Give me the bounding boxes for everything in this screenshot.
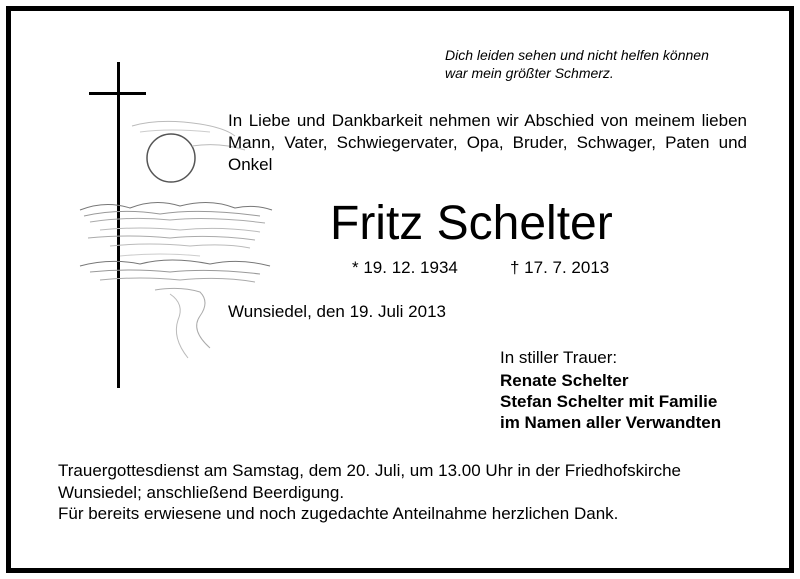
- mourner-name: Renate Schelter: [500, 371, 629, 390]
- memorial-artwork: [60, 58, 280, 390]
- quote: [445, 46, 765, 82]
- mourners-list: [500, 370, 770, 433]
- thanks-text: Für bereits erwiesene und noch zugedachte Anteilnahme herzlichen Dank.: [58, 504, 619, 523]
- place-date: Wunsiedel, den 19. Juli 2013: [228, 302, 447, 321]
- life-dates: [352, 257, 682, 279]
- birth-date: * 19. 12. 1934: [352, 258, 458, 277]
- mourner-name: im Namen aller Verwandten: [500, 413, 722, 432]
- landscape-icon: [80, 202, 272, 358]
- cross-icon: [89, 62, 146, 388]
- quote-line-1: Dich leiden sehen und nicht helfen können: [445, 47, 709, 63]
- intro-text: In Liebe und Dankbarkeit nehmen wir Abschied von meinem lieben Mann, Vater, Schwiegervater, Opa, Bruder, Schwager, Paten und Onkel: [228, 111, 747, 174]
- deceased-name: Fritz Schelter: [330, 197, 613, 250]
- mourner-name: Stefan Schelter mit Familie: [500, 392, 718, 411]
- service-line-1: Trauergottesdienst am Samstag, dem 20. Juli, um 13.00 Uhr in der Friedhofskirche: [58, 461, 681, 480]
- mourning-intro: In stiller Trauer:: [500, 348, 618, 367]
- quote-line-2: war mein größter Schmerz.: [445, 65, 614, 81]
- service-info: [58, 460, 758, 504]
- service-line-2: Wunsiedel; anschließend Beerdigung.: [58, 483, 345, 502]
- death-date: † 17. 7. 2013: [510, 258, 610, 277]
